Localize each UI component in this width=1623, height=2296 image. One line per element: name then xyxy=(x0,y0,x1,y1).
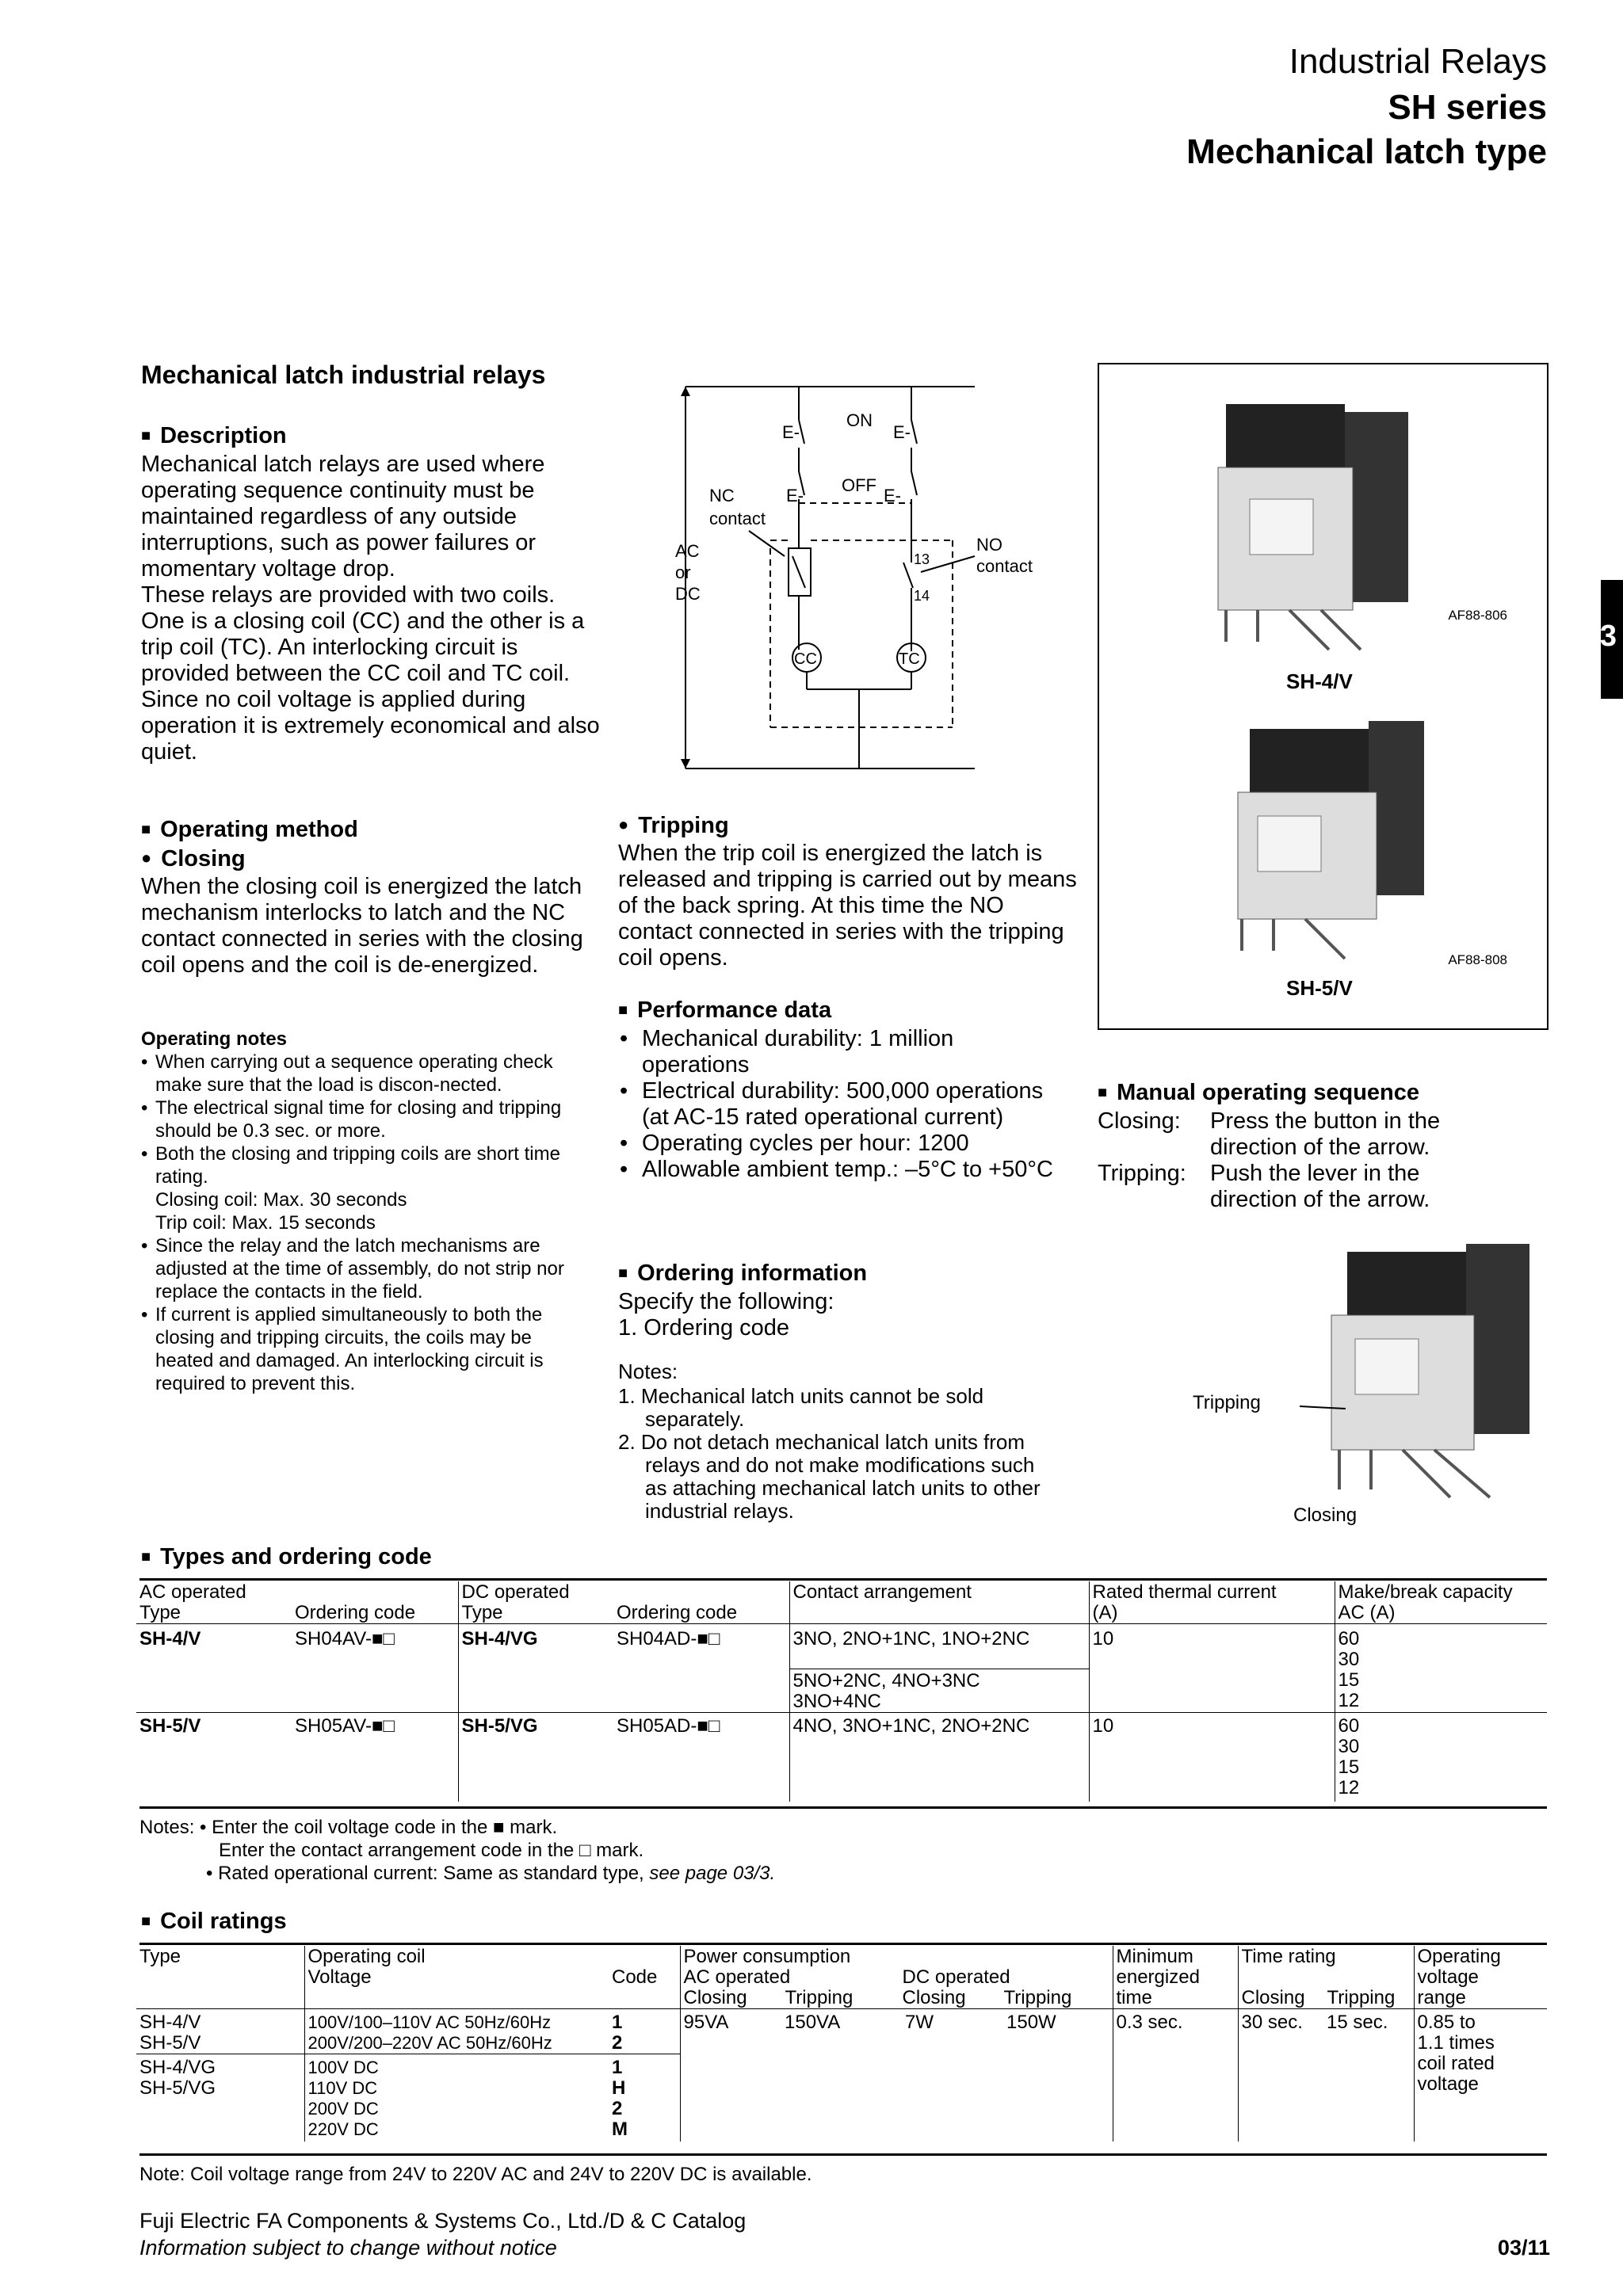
section-title: Mechanical latch industrial relays xyxy=(141,360,546,389)
op-range: coil rated xyxy=(1417,2053,1495,2074)
label-tripping: Tripping xyxy=(1193,1392,1261,1413)
description-text: Mechanical latch relays are used where operating sequence continuity must be maintained regardless of any outside interruptions, such as power failures or momentary voltage drop. xyxy=(141,452,545,582)
closing-text: When the closing coil is energized the latch mechanism interlocks to latch and the NC contact connected in series with the closing coil opens and the coil is de-energized. xyxy=(141,874,583,978)
th-dc-operated: DC operated xyxy=(461,1581,570,1603)
label-14: 14 xyxy=(914,588,930,604)
make-value: 60 xyxy=(1338,1715,1360,1737)
th-tripping: Tripping xyxy=(785,1987,854,2008)
footer-company: Fuji Electric FA Components & Systems Co., Ltd./D & C Catalog xyxy=(139,2209,747,2233)
manual-sequence-heading: ■ Manual operating sequence xyxy=(1098,1079,1573,1108)
op-range: 1.1 times xyxy=(1417,2032,1495,2054)
dc-tripping-power: 150W xyxy=(1003,2009,1113,2142)
types-header-row xyxy=(136,1581,1547,1624)
thermal-current: 10 xyxy=(1089,1624,1335,1713)
th-dc-code: Ordering code xyxy=(617,1602,738,1623)
label-ac: AC xyxy=(675,541,700,561)
performance-item: • Mechanical durability: 1 million operations xyxy=(618,1026,1062,1078)
label-e3: E- xyxy=(786,486,804,505)
make-value: 12 xyxy=(1338,1690,1360,1711)
types-notes xyxy=(139,1816,775,1885)
th-type: Type xyxy=(139,1946,181,1967)
th-make-unit: AC (A) xyxy=(1338,1602,1396,1623)
contact-arrangement: 3NO, 2NO+1NC, 1NO+2NC xyxy=(792,1628,1030,1650)
table-row xyxy=(136,1713,1547,1802)
make-break-cell xyxy=(1335,1713,1547,1802)
make-break-cell xyxy=(1335,1624,1547,1713)
th-closing: Closing xyxy=(902,1987,966,2008)
make-value: 15 xyxy=(1338,1756,1360,1778)
table-row xyxy=(136,1624,1547,1713)
th-operating: Operating xyxy=(1417,1946,1501,1967)
performance-block xyxy=(618,997,1062,1183)
manual-closing-row xyxy=(1098,1108,1573,1161)
types-note-link[interactable]: see page 03/3. xyxy=(649,1863,776,1884)
ac-code: SH04AV-■□ xyxy=(292,1624,458,1713)
th-energized: energized xyxy=(1116,1966,1200,1988)
operating-note: • The electrical signal time for closing and tripping should be 0.3 sec. or more. xyxy=(141,1097,585,1142)
make-value: 30 xyxy=(1338,1649,1360,1670)
ordering-note-1: 1. Mechanical latch units cannot be sold separately. xyxy=(618,1384,984,1431)
make-value: 12 xyxy=(1338,1777,1360,1798)
coil-voltage: 110V DC xyxy=(307,2078,378,2098)
th-ac-operated: AC operated xyxy=(683,1966,791,1988)
th-ac-type: Type xyxy=(139,1602,181,1623)
operating-note: • When carrying out a sequence operating check make sure that the load is discon-nected. xyxy=(141,1051,585,1097)
label-on: ON xyxy=(846,410,873,430)
min-energized-time: 0.3 sec. xyxy=(1113,2009,1238,2142)
coil-note: Note: Coil voltage range from 24V to 220V AC and 24V to 220V DC is available. xyxy=(139,2164,812,2185)
label-no-contact: contact xyxy=(976,556,1033,576)
make-value: 30 xyxy=(1338,1736,1360,1757)
th-voltage: Voltage xyxy=(307,1966,372,1988)
operating-note-text: Both the closing and tripping coils are short time rating. xyxy=(155,1143,560,1188)
label-or: or xyxy=(675,563,691,582)
performance-item: • Allowable ambient temp.: –5°C to +50°C xyxy=(618,1157,1062,1183)
performance-item: • Operating cycles per hour: 1200 xyxy=(618,1131,1062,1157)
thermal-current: 10 xyxy=(1089,1713,1335,1802)
contact-cell xyxy=(789,1624,1089,1713)
table-row xyxy=(136,2009,1547,2054)
coil-header-row xyxy=(136,1946,1547,2009)
coil-type: SH-4/V xyxy=(139,2012,201,2033)
types-note: • Rated operational current: Same as standard type, xyxy=(206,1863,650,1884)
coil-type: SH-5/V xyxy=(139,2032,201,2054)
relay-photo-sh5v xyxy=(1210,713,1448,974)
coil-type: SH-5/VG xyxy=(139,2077,216,2099)
chapter-tab-label: 03 xyxy=(1583,620,1617,653)
description-text-2: These relays are provided with two coils. xyxy=(141,582,556,608)
ordering-note-2: 2. Do not detach mechanical latch units from relays and do not make modifications such as attaching mechanical latch units to other industrial relays. xyxy=(618,1430,1041,1523)
op-range: 0.85 to xyxy=(1417,2012,1476,2033)
manual-closing-text: Press the button in the direction of the arrow. xyxy=(1210,1108,1441,1160)
operating-method-heading: ■ Operating method xyxy=(141,816,601,845)
th-code: Code xyxy=(612,1966,658,1988)
dc-type: SH-5/VG xyxy=(458,1713,613,1802)
coil-code: 2 xyxy=(612,2032,623,2054)
coil-voltage: 100V DC xyxy=(307,2058,379,2077)
types-note: Enter the contact arrangement code in the □ mark. xyxy=(219,1840,644,1861)
th-tripping: Tripping xyxy=(1003,1987,1072,2008)
label-dc: DC xyxy=(675,584,701,604)
ac-closing-power: 95VA xyxy=(680,2009,781,2142)
th-voltage: voltage xyxy=(1417,1966,1479,1988)
th-thermal: Rated thermal current xyxy=(1092,1581,1277,1603)
photo-caption-sh5v: SH-5/V xyxy=(1286,976,1353,1000)
label-e1: E- xyxy=(782,422,800,442)
ordering-notes-label: Notes: xyxy=(618,1360,678,1383)
th-dc-operated: DC operated xyxy=(902,1966,1010,1988)
manual-tripping-text: Push the lever in the direction of the arrow. xyxy=(1210,1161,1430,1212)
th-make: Make/break capacity xyxy=(1338,1581,1513,1603)
label-nc-contact: contact xyxy=(709,509,766,528)
operating-notes-heading: Operating notes xyxy=(141,1028,288,1050)
page-number: 03/11 xyxy=(1497,2236,1550,2260)
closing-coil-time: Closing coil: Max. 30 seconds xyxy=(155,1189,407,1211)
th-thermal-unit: (A) xyxy=(1092,1602,1118,1623)
types-heading: ■ Types and ordering code xyxy=(141,1543,432,1573)
chapter-tab[interactable] xyxy=(1583,580,1623,699)
coil-code: 1 xyxy=(612,2057,623,2078)
manual-tripping-row xyxy=(1098,1161,1573,1213)
ac-type: SH-4/V xyxy=(136,1624,292,1713)
th-time: time xyxy=(1116,1987,1152,2008)
ordering-text-1: Specify the following: xyxy=(618,1289,834,1314)
dc-code: SH04AD-■□ xyxy=(613,1624,789,1713)
description-text-3: One is a closing coil (CC) and the other is a trip coil (TC). An interlocking circuit is provided between the CC coil and TC coil. Since no coil voltage is applied during operation it is extremely economical and also quiet. xyxy=(141,608,600,765)
coil-code: H xyxy=(612,2077,626,2099)
relay-photo-sh4v xyxy=(1202,388,1440,658)
th-time-rating: Time rating xyxy=(1241,1946,1336,1967)
manual-tripping-label: Tripping: xyxy=(1098,1161,1186,1186)
manual-sequence-block xyxy=(1098,1079,1573,1213)
th-closing: Closing xyxy=(1241,1987,1305,2008)
coil-heading: ■ Coil ratings xyxy=(141,1908,287,1937)
label-nc: NC xyxy=(709,486,735,505)
label-13: 13 xyxy=(914,551,930,567)
label-e4: E- xyxy=(884,486,901,505)
trip-coil-time: Trip coil: Max. 15 seconds xyxy=(155,1212,376,1234)
photo-caption-sh4v: SH-4/V xyxy=(1286,669,1353,693)
contact-arrangement: 4NO, 3NO+1NC, 2NO+2NC xyxy=(789,1713,1089,1802)
th-ac-code: Ordering code xyxy=(295,1602,416,1623)
th-contact: Contact arrangement xyxy=(792,1581,972,1603)
label-closing: Closing xyxy=(1293,1505,1358,1526)
coil-voltage: 200V/200–220V AC 50Hz/60Hz xyxy=(307,2033,552,2053)
time-rating-closing: 30 sec. xyxy=(1238,2009,1323,2142)
operating-method-block xyxy=(141,816,601,978)
coil-table xyxy=(136,1946,1547,2142)
label-cc: CC xyxy=(794,650,817,668)
label-e2: E- xyxy=(893,422,911,442)
th-power: Power consumption xyxy=(683,1946,851,1967)
closing-heading: ● Closing xyxy=(141,845,601,874)
th-dc-type: Type xyxy=(461,1602,503,1623)
coil-voltage: 200V DC xyxy=(307,2099,379,2119)
ordering-block xyxy=(618,1260,1062,1523)
performance-list xyxy=(618,1026,1062,1183)
header-category: Industrial Relays xyxy=(1289,42,1547,81)
make-value: 60 xyxy=(1338,1628,1360,1650)
th-tripping: Tripping xyxy=(1327,1987,1396,2008)
ac-type: SH-5/V xyxy=(136,1713,292,1802)
th-opcoil: Operating coil xyxy=(307,1946,426,1967)
make-value: 15 xyxy=(1338,1669,1360,1691)
operating-note: • Since the relay and the latch mechanisms are adjusted at the time of assembly, do not strip nor replace the contacts in the field. xyxy=(141,1234,585,1303)
label-tc: TC xyxy=(899,650,920,668)
product-photo-box xyxy=(1098,363,1549,1030)
label-off: OFF xyxy=(842,475,876,495)
photo-code-1: AF88-806 xyxy=(1448,608,1507,623)
ac-code: SH05AV-■□ xyxy=(292,1713,458,1802)
operating-note xyxy=(141,1142,585,1234)
coil-code: M xyxy=(612,2119,628,2140)
types-table xyxy=(136,1581,1547,1802)
coil-code: 2 xyxy=(612,2098,623,2119)
description-block xyxy=(141,422,601,765)
ac-tripping-power: 150VA xyxy=(781,2009,902,2142)
ordering-text-2: 1. Ordering code xyxy=(618,1315,790,1341)
tripping-block xyxy=(618,812,1078,971)
performance-item: • Electrical durability: 500,000 operations (at AC-15 rated operational current) xyxy=(618,1078,1062,1131)
footer-disclaimer: Information subject to change without notice xyxy=(139,2236,557,2260)
dc-code: SH05AD-■□ xyxy=(613,1713,789,1802)
th-minimum: Minimum xyxy=(1116,1946,1193,1967)
operating-notes-list xyxy=(141,1051,585,1395)
coil-code: 1 xyxy=(612,2012,623,2033)
contact-arrangement: 3NO+4NC xyxy=(792,1691,881,1712)
dc-closing-power: 7W xyxy=(902,2009,1003,2142)
coil-type: SH-4/VG xyxy=(139,2057,216,2078)
th-ac-operated: AC operated xyxy=(139,1581,246,1603)
tripping-heading: ● Tripping xyxy=(618,812,1078,841)
operating-notes-block xyxy=(141,1028,585,1395)
coil-voltage: 100V/100–110V AC 50Hz/60Hz xyxy=(307,2012,552,2032)
coil-voltage: 220V DC xyxy=(307,2119,379,2139)
types-notes-label: Notes: xyxy=(139,1817,195,1838)
contact-arrangement: 5NO+2NC, 4NO+3NC xyxy=(792,1670,980,1691)
time-rating-tripping: 15 sec. xyxy=(1323,2009,1414,2142)
operating-note: • If current is applied simultaneously to both the closing and tripping circuits, the coils may be heated and damaged. An interlocking circuit is required to prevent this. xyxy=(141,1303,585,1395)
description-heading: ■ Description xyxy=(141,422,601,452)
th-closing: Closing xyxy=(683,1987,747,2008)
op-range: voltage xyxy=(1417,2073,1479,2095)
label-no: NO xyxy=(976,535,1002,555)
circuit-diagram xyxy=(666,372,1033,776)
dc-type: SH-4/VG xyxy=(458,1624,613,1713)
photo-code-2: AF88-808 xyxy=(1448,952,1507,967)
types-note: • Enter the coil voltage code in the ■ mark. xyxy=(200,1817,558,1838)
ordering-heading: ■ Ordering information xyxy=(618,1260,1062,1289)
tripping-text: When the trip coil is energized the latch is released and tripping is carried out by means of the back spring. At this time the NO contact connected in series with the tripping coil opens. xyxy=(618,841,1077,971)
header-series: SH series xyxy=(1388,88,1547,127)
relay-photo-manual xyxy=(1300,1236,1553,1521)
th-range: range xyxy=(1417,1987,1466,2008)
manual-closing-label: Closing: xyxy=(1098,1108,1181,1134)
performance-heading: ■ Performance data xyxy=(618,997,1062,1026)
header-type: Mechanical latch type xyxy=(1186,132,1547,171)
